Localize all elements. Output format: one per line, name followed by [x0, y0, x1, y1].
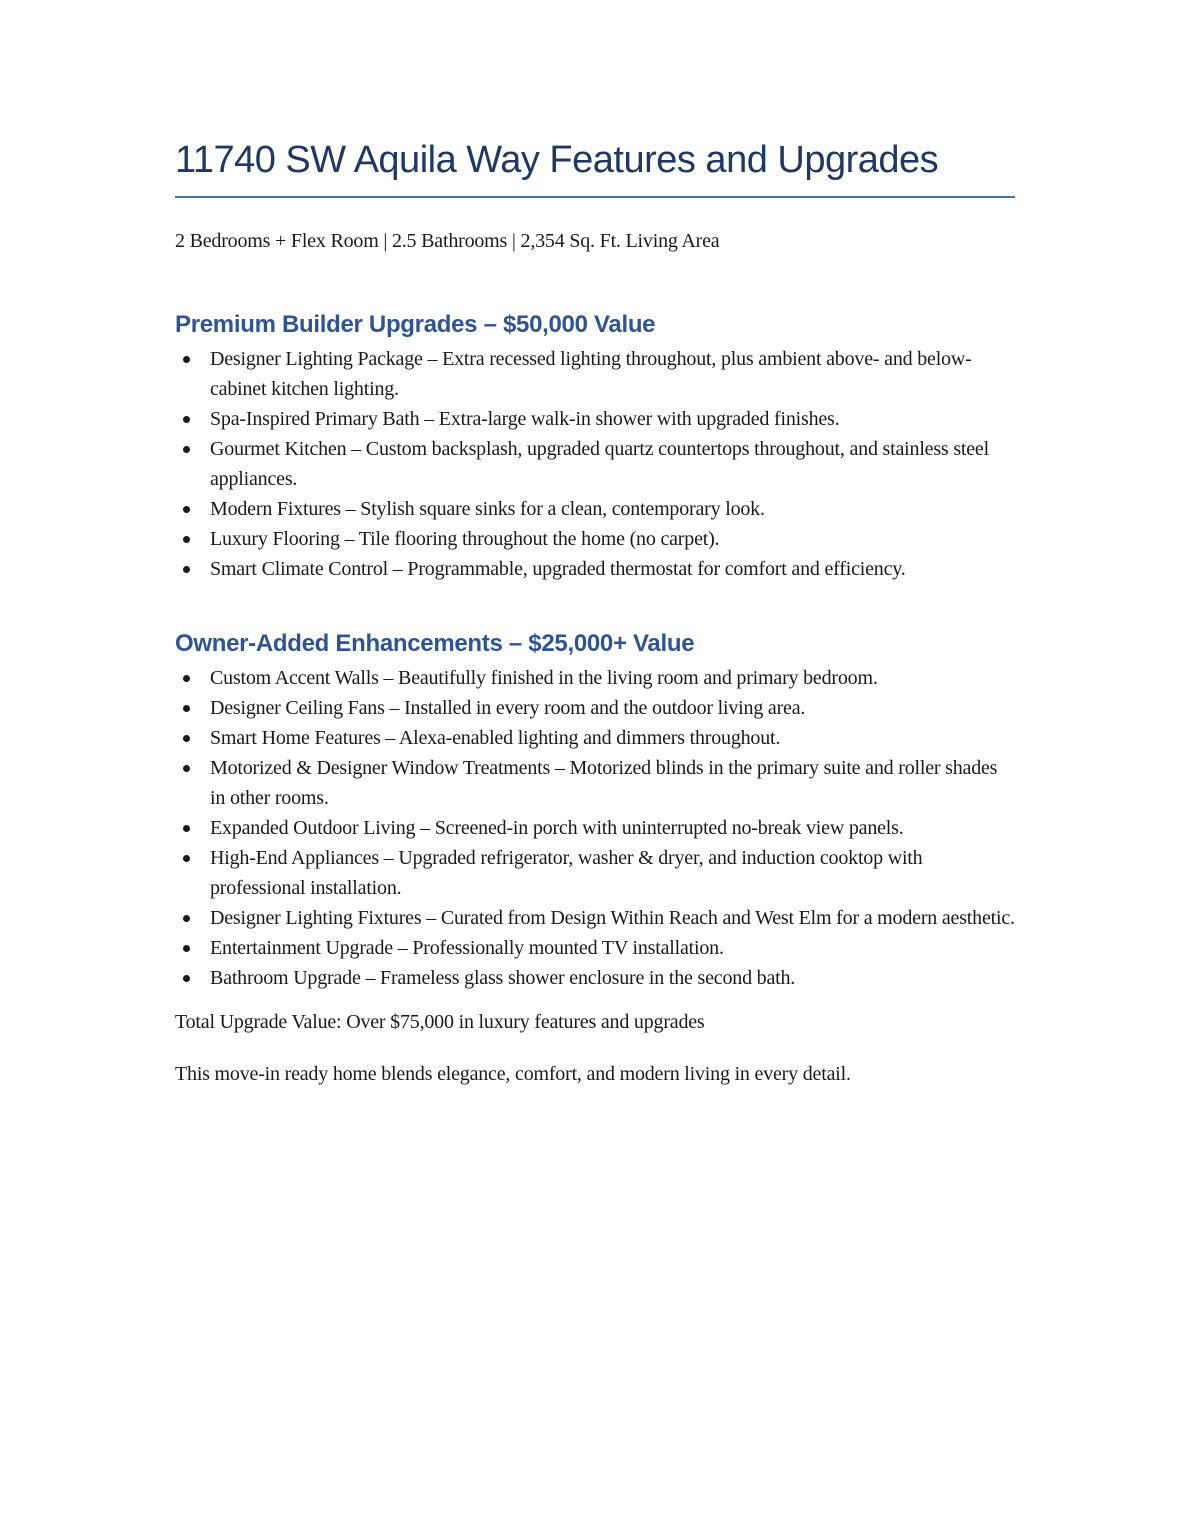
list-item: Custom Accent Walls – Beautifully finished in the living room and primary bedroom. — [210, 663, 1015, 693]
list-item: Bathroom Upgrade – Frameless glass shower enclosure in the second bath. — [210, 963, 1015, 993]
list-item: Spa-Inspired Primary Bath – Extra-large walk-in shower with upgraded finishes. — [210, 404, 1015, 434]
page-title: 11740 SW Aquila Way Features and Upgrades — [175, 136, 1015, 198]
list-item: Designer Ceiling Fans – Installed in every room and the outdoor living area. — [210, 693, 1015, 723]
list-item: Entertainment Upgrade – Professionally mounted TV installation. — [210, 933, 1015, 963]
list-item: Expanded Outdoor Living – Screened-in porch with uninterrupted no-break view panels. — [210, 813, 1015, 843]
list-item: High-End Appliances – Upgraded refrigerator, washer & dryer, and induction cooktop with professional installation. — [210, 843, 1015, 903]
total-upgrade-value-line: Total Upgrade Value: Over $75,000 in luxury features and upgrades — [175, 1011, 705, 1033]
list-item: Smart Climate Control – Programmable, upgraded thermostat for comfort and efficiency. — [210, 554, 1015, 584]
section-heading-owner-added-enhancements: Owner-Added Enhancements – $25,000+ Value — [175, 630, 695, 657]
list-item: Smart Home Features – Alexa-enabled lighting and dimmers throughout. — [210, 723, 1015, 753]
list-item: Luxury Flooring – Tile flooring throughout the home (no carpet). — [210, 524, 1015, 554]
list-item: Modern Fixtures – Stylish square sinks for a clean, contemporary look. — [210, 494, 1015, 524]
closing-statement-line: This move-in ready home blends elegance, comfort, and modern living in every detail. — [175, 1063, 851, 1085]
list-item: Gourmet Kitchen – Custom backsplash, upgraded quartz countertops throughout, and stainless steel appliances. — [210, 434, 1015, 494]
owner-enhancements-list — [175, 663, 1015, 993]
list-item: Designer Lighting Package – Extra recessed lighting throughout, plus ambient above- and below-cabinet kitchen lighting. — [210, 344, 1015, 404]
list-item: Designer Lighting Fixtures – Curated from Design Within Reach and West Elm for a modern aesthetic. — [210, 903, 1015, 933]
property-summary-line: 2 Bedrooms + Flex Room | 2.5 Bathrooms | 2,354 Sq. Ft. Living Area — [175, 230, 720, 252]
premium-upgrades-list — [175, 344, 1015, 584]
list-item: Motorized & Designer Window Treatments – Motorized blinds in the primary suite and roller shades in other rooms. — [210, 753, 1015, 813]
section-heading-premium-builder-upgrades: Premium Builder Upgrades – $50,000 Value — [175, 311, 656, 338]
